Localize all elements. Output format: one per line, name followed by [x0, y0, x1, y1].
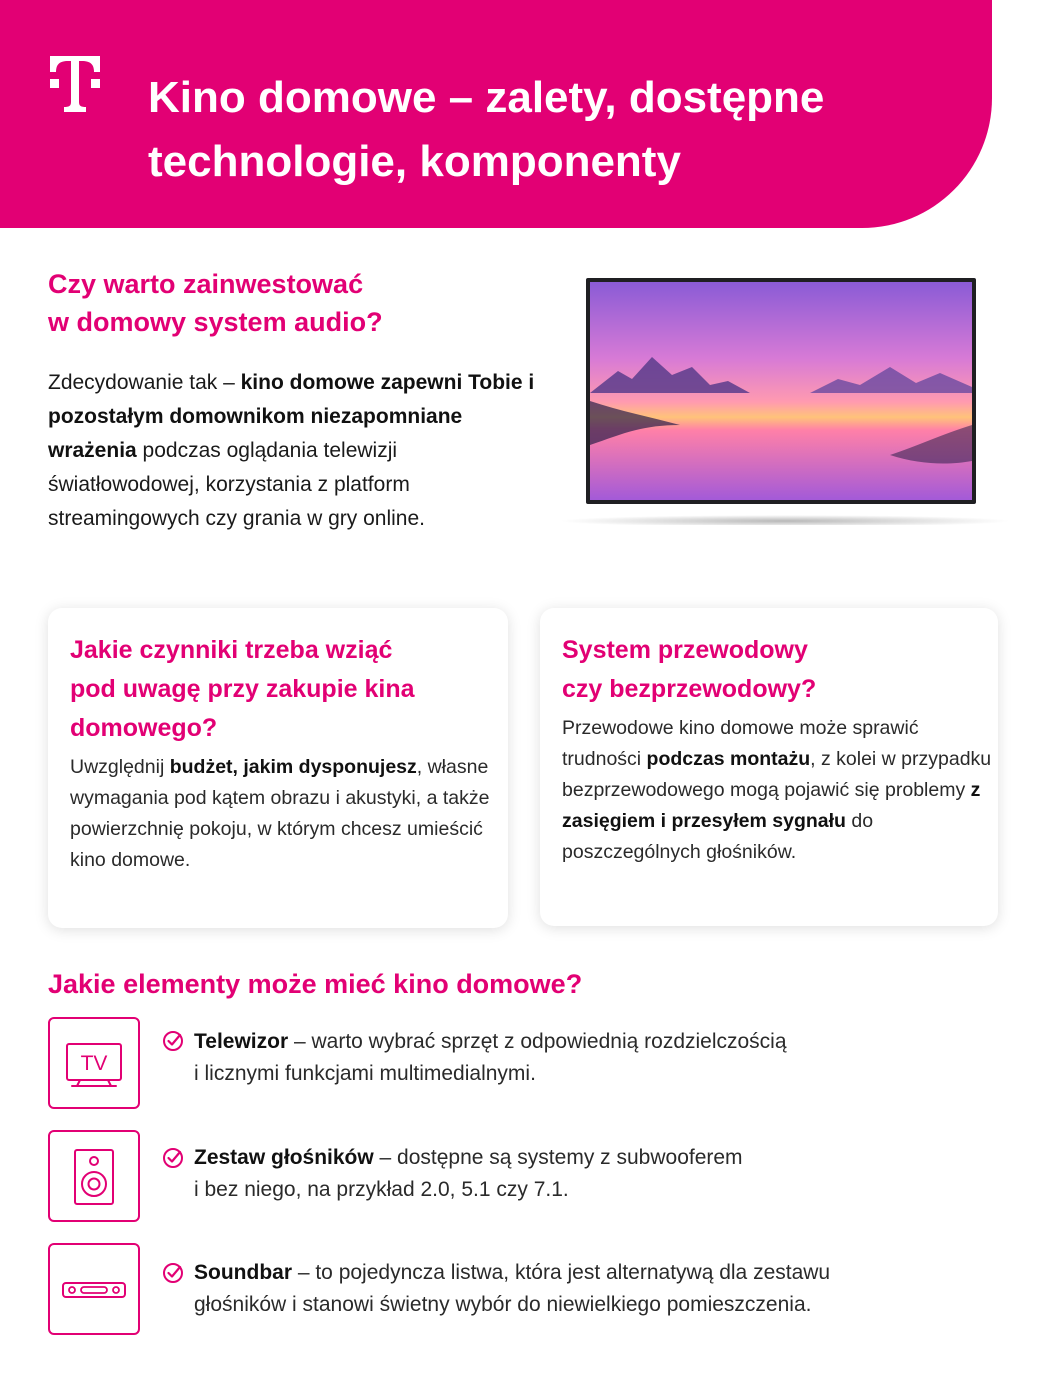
- wired-card-text: [562, 713, 992, 868]
- page-title-line-1: Kino domowe – zalety, dostępne: [148, 73, 825, 122]
- page-title-line-2: technologie, komponenty: [148, 137, 681, 186]
- check-circle-icon: [162, 1030, 184, 1052]
- list-item-soundbar-text-2: głośników i stanowi świetny wybór do niewielkiego pomieszczenia.: [194, 1293, 812, 1316]
- wired-text-c: , z kolei w przypadku bezprzewodowego mogą pojawić się problemy: [562, 748, 992, 801]
- tv-icon-label: TV: [80, 1052, 108, 1075]
- intro-heading-line-1: Czy warto zainwestować: [48, 269, 364, 299]
- wired-text-a: Przewodowe kino domowe może sprawić trudności: [562, 717, 919, 770]
- intro-text-a: Zdecydowanie tak –: [48, 371, 241, 394]
- factors-card: [48, 608, 508, 928]
- check-circle-icon: [162, 1262, 184, 1284]
- intro-heading: [48, 265, 528, 341]
- factors-text-c: , własne wymagania pod kątem obrazu i akustyki, a także powierzchnię pokoju, w którym chcesz umieścić kino domowe.: [70, 756, 490, 871]
- list-item-speakers-text-2: i bez niego, na przykład 2.0, 5.1 czy 7.1.: [194, 1178, 569, 1201]
- factors-card-title: [70, 631, 500, 748]
- wired-text-e: do poszczególnych głośników.: [562, 810, 874, 863]
- telekom-logo-icon: [48, 52, 102, 114]
- wired-text-bold-2: z zasięgiem i przesyłem sygnału: [562, 779, 981, 832]
- wired-card-title: [562, 631, 992, 709]
- intro-text-c: podczas oglądania telewizji światłowodowej, korzystania z platform streamingowych czy grania w gry online.: [48, 439, 425, 530]
- list-item-tv-text-1: – warto wybrać sprzęt z odpowiednią rozdzielczością: [288, 1030, 787, 1053]
- wired-text-bold-1: podczas montażu: [646, 748, 811, 770]
- wired-title-line-2: czy bezprzewodowy?: [562, 675, 817, 703]
- intro-heading-line-2: w domowy system audio?: [48, 307, 383, 337]
- factors-title-line-3: domowego?: [70, 714, 218, 742]
- factors-title-line-1: Jakie czynniki trzeba wziąć: [70, 636, 393, 664]
- wired-wireless-card: [540, 608, 998, 926]
- elements-heading: Jakie elementy może mieć kino domowe?: [48, 969, 583, 999]
- tv-illustration: [560, 275, 1010, 525]
- check-circle-icon: [162, 1147, 184, 1169]
- wired-title-line-1: System przewodowy: [562, 636, 808, 664]
- list-item-soundbar: [194, 1257, 994, 1321]
- list-item-speakers-text-1: – dostępne są systemy z subwooferem: [373, 1146, 743, 1169]
- factors-text-bold: budżet, jakim dysponujesz: [169, 756, 417, 778]
- header-banner: [0, 0, 992, 228]
- list-item-speakers-name: Zestaw głośników: [194, 1146, 374, 1169]
- intro-text-bold: kino domowe zapewni Tobie i pozostałym domownikom niezapomniane wrażenia: [48, 371, 535, 462]
- list-item-speakers: [194, 1142, 994, 1206]
- list-item-soundbar-name: Soundbar: [194, 1261, 292, 1284]
- list-item-tv-name: Telewizor: [194, 1030, 289, 1053]
- list-item-soundbar-text-1: – to pojedyncza listwa, która jest alternatywą dla zestawu: [292, 1261, 831, 1284]
- intro-paragraph: [48, 366, 548, 536]
- list-item-tv: [194, 1026, 994, 1090]
- factors-title-line-2: pod uwagę przy zakupie kina: [70, 675, 415, 703]
- page-title: [148, 66, 948, 194]
- list-item-tv-text-2: i licznymi funkcjami multimedialnymi.: [194, 1062, 536, 1085]
- factors-card-text: [70, 752, 500, 876]
- factors-text-a: Uwzględnij: [70, 756, 170, 778]
- soundbar-icon: [48, 1243, 140, 1335]
- speaker-icon: [48, 1130, 140, 1222]
- tv-icon: [48, 1017, 140, 1109]
